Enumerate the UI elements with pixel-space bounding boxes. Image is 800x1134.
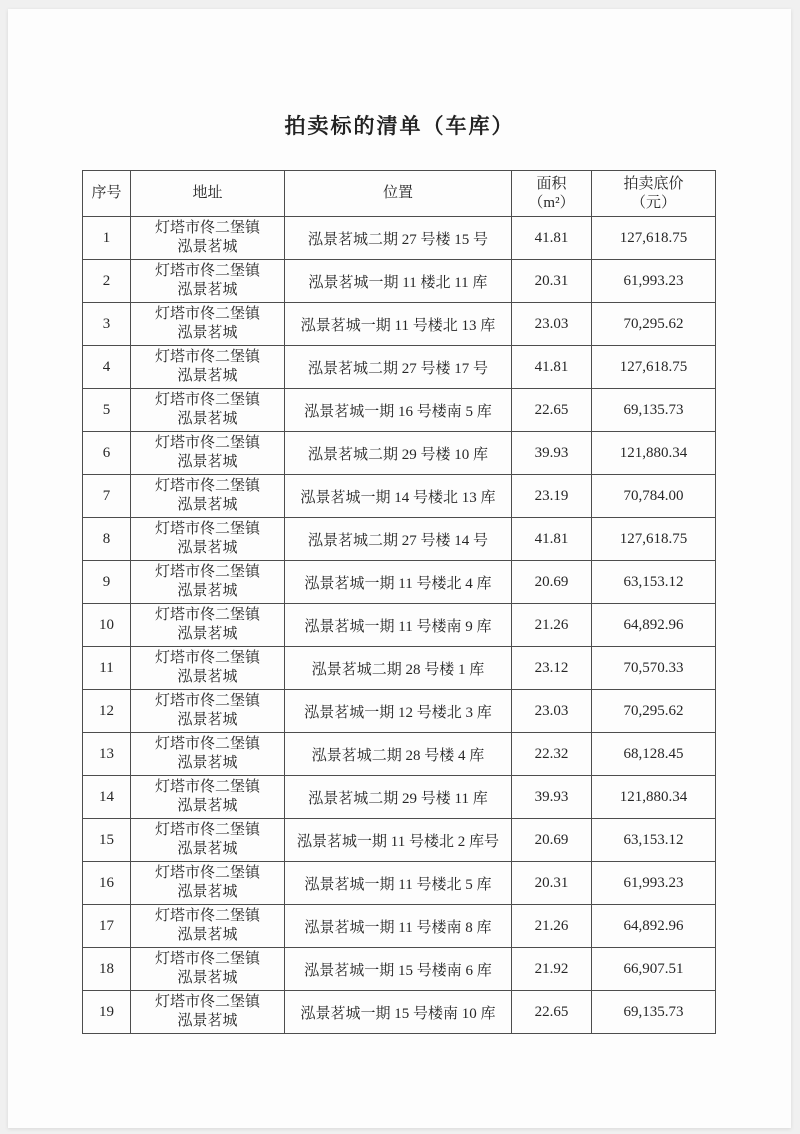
address-line-2: 泓景茗城: [177, 239, 238, 255]
row-number-cell: 14: [83, 776, 131, 819]
address-line-1: 灯塔市佟二堡镇: [154, 392, 260, 408]
area-cell: 20.69: [512, 819, 592, 862]
price-cell: 127,618.75: [592, 346, 716, 389]
row-number-cell: 16: [83, 862, 131, 905]
price-cell: 127,618.75: [592, 217, 716, 260]
table-row: [83, 991, 716, 1034]
price-cell: 64,892.96: [592, 604, 716, 647]
location-cell: 泓景茗城一期 11 楼北 11 库: [285, 260, 512, 303]
address-cell: [131, 475, 285, 518]
table-row: [83, 475, 716, 518]
address-cell: [131, 518, 285, 561]
price-cell: 64,892.96: [592, 905, 716, 948]
header-area: [512, 171, 592, 217]
address-cell: [131, 604, 285, 647]
address-line-1: 灯塔市佟二堡镇: [154, 564, 260, 580]
location-cell: 泓景茗城一期 15 号楼南 6 库: [285, 948, 512, 991]
location-cell: 泓景茗城一期 15 号楼南 10 库: [285, 991, 512, 1034]
table-row: [83, 819, 716, 862]
table-body: [83, 217, 716, 1034]
location-cell: 泓景茗城一期 11 号楼北 5 库: [285, 862, 512, 905]
location-cell: 泓景茗城二期 27 号楼 17 号: [285, 346, 512, 389]
address-cell: [131, 303, 285, 346]
price-cell: 63,153.12: [592, 819, 716, 862]
table-row: [83, 905, 716, 948]
row-number-cell: 19: [83, 991, 131, 1034]
address-cell: [131, 948, 285, 991]
row-number-cell: 9: [83, 561, 131, 604]
table-row: [83, 432, 716, 475]
address-cell: [131, 389, 285, 432]
address-line-2: 泓景茗城: [177, 497, 238, 513]
location-cell: 泓景茗城一期 11 号楼南 8 库: [285, 905, 512, 948]
address-line-1: 灯塔市佟二堡镇: [154, 736, 260, 752]
document-page: [8, 9, 791, 1128]
price-cell: 63,153.12: [592, 561, 716, 604]
address-line-1: 灯塔市佟二堡镇: [154, 435, 260, 451]
area-cell: 23.19: [512, 475, 592, 518]
header-row: [83, 171, 716, 217]
area-cell: 22.65: [512, 389, 592, 432]
header-price-label: 拍卖底价: [623, 175, 684, 192]
price-cell: 121,880.34: [592, 432, 716, 475]
address-line-2: 泓景茗城: [177, 970, 238, 986]
table-row: [83, 217, 716, 260]
address-line-2: 泓景茗城: [177, 325, 238, 341]
address-cell: [131, 733, 285, 776]
row-number-cell: 3: [83, 303, 131, 346]
area-cell: 39.93: [512, 776, 592, 819]
location-cell: 泓景茗城一期 11 号楼北 4 库: [285, 561, 512, 604]
row-number-cell: 15: [83, 819, 131, 862]
address-line-2: 泓景茗城: [177, 540, 238, 556]
location-cell: 泓景茗城二期 29 号楼 11 库: [285, 776, 512, 819]
address-line-1: 灯塔市佟二堡镇: [154, 908, 260, 924]
header-area-unit: （m²）: [528, 194, 575, 211]
price-cell: 70,570.33: [592, 647, 716, 690]
address-line-2: 泓景茗城: [177, 454, 238, 470]
location-cell: 泓景茗城二期 28 号楼 4 库: [285, 733, 512, 776]
address-line-2: 泓景茗城: [177, 927, 238, 943]
address-line-1: 灯塔市佟二堡镇: [154, 263, 260, 279]
address-cell: [131, 432, 285, 475]
address-cell: [131, 991, 285, 1034]
row-number-cell: 11: [83, 647, 131, 690]
address-line-2: 泓景茗城: [177, 755, 238, 771]
address-line-1: 灯塔市佟二堡镇: [154, 306, 260, 322]
price-cell: 70,295.62: [592, 303, 716, 346]
address-line-2: 泓景茗城: [177, 626, 238, 642]
row-number-cell: 10: [83, 604, 131, 647]
table-row: [83, 647, 716, 690]
area-cell: 41.81: [512, 518, 592, 561]
table-row: [83, 862, 716, 905]
address-cell: [131, 346, 285, 389]
address-line-1: 灯塔市佟二堡镇: [154, 779, 260, 795]
address-line-2: 泓景茗城: [177, 712, 238, 728]
address-line-2: 泓景茗城: [177, 583, 238, 599]
row-number-cell: 13: [83, 733, 131, 776]
price-cell: 70,784.00: [592, 475, 716, 518]
header-area-label: 面积: [536, 175, 567, 192]
location-cell: 泓景茗城二期 27 号楼 15 号: [285, 217, 512, 260]
address-cell: [131, 561, 285, 604]
table-row: [83, 604, 716, 647]
price-cell: 68,128.45: [592, 733, 716, 776]
location-cell: 泓景茗城二期 28 号楼 1 库: [285, 647, 512, 690]
price-cell: 69,135.73: [592, 389, 716, 432]
address-cell: [131, 690, 285, 733]
location-cell: 泓景茗城一期 12 号楼北 3 库: [285, 690, 512, 733]
address-line-1: 灯塔市佟二堡镇: [154, 607, 260, 623]
address-line-1: 灯塔市佟二堡镇: [154, 521, 260, 537]
location-cell: 泓景茗城一期 16 号楼南 5 库: [285, 389, 512, 432]
address-cell: [131, 862, 285, 905]
area-cell: 39.93: [512, 432, 592, 475]
header-price: [592, 171, 716, 217]
area-cell: 23.03: [512, 303, 592, 346]
area-cell: 41.81: [512, 217, 592, 260]
price-cell: 121,880.34: [592, 776, 716, 819]
table-row: [83, 346, 716, 389]
header-address: 地址: [131, 171, 285, 217]
location-cell: 泓景茗城二期 29 号楼 10 库: [285, 432, 512, 475]
table-row: [83, 733, 716, 776]
table-row: [83, 303, 716, 346]
price-cell: 61,993.23: [592, 862, 716, 905]
location-cell: 泓景茗城二期 27 号楼 14 号: [285, 518, 512, 561]
table-row: [83, 690, 716, 733]
address-line-1: 灯塔市佟二堡镇: [154, 650, 260, 666]
address-line-2: 泓景茗城: [177, 411, 238, 427]
address-line-2: 泓景茗城: [177, 798, 238, 814]
table-container: [82, 170, 717, 1034]
address-line-1: 灯塔市佟二堡镇: [154, 951, 260, 967]
location-cell: 泓景茗城一期 11 号楼北 13 库: [285, 303, 512, 346]
address-line-2: 泓景茗城: [177, 884, 238, 900]
header-no: 序号: [83, 171, 131, 217]
table-row: [83, 389, 716, 432]
price-cell: 70,295.62: [592, 690, 716, 733]
address-cell: [131, 819, 285, 862]
table-row: [83, 776, 716, 819]
area-cell: 22.32: [512, 733, 592, 776]
price-cell: 66,907.51: [592, 948, 716, 991]
address-cell: [131, 217, 285, 260]
address-line-2: 泓景茗城: [177, 282, 238, 298]
row-number-cell: 7: [83, 475, 131, 518]
location-cell: 泓景茗城一期 11 号楼北 2 库号: [285, 819, 512, 862]
address-cell: [131, 905, 285, 948]
row-number-cell: 8: [83, 518, 131, 561]
table-row: [83, 948, 716, 991]
row-number-cell: 18: [83, 948, 131, 991]
table-row: [83, 518, 716, 561]
row-number-cell: 12: [83, 690, 131, 733]
address-line-2: 泓景茗城: [177, 1013, 238, 1029]
table-row: [83, 260, 716, 303]
address-line-2: 泓景茗城: [177, 669, 238, 685]
address-line-2: 泓景茗城: [177, 368, 238, 384]
header-location: 位置: [285, 171, 512, 217]
address-line-1: 灯塔市佟二堡镇: [154, 693, 260, 709]
row-number-cell: 4: [83, 346, 131, 389]
area-cell: 20.69: [512, 561, 592, 604]
address-line-1: 灯塔市佟二堡镇: [154, 822, 260, 838]
address-line-2: 泓景茗城: [177, 841, 238, 857]
price-cell: 61,993.23: [592, 260, 716, 303]
area-cell: 23.03: [512, 690, 592, 733]
area-cell: 21.26: [512, 604, 592, 647]
area-cell: 21.26: [512, 905, 592, 948]
address-cell: [131, 260, 285, 303]
address-line-1: 灯塔市佟二堡镇: [154, 865, 260, 881]
address-line-1: 灯塔市佟二堡镇: [154, 478, 260, 494]
address-cell: [131, 776, 285, 819]
location-cell: 泓景茗城一期 11 号楼南 9 库: [285, 604, 512, 647]
row-number-cell: 5: [83, 389, 131, 432]
address-cell: [131, 647, 285, 690]
page-title: 拍卖标的清单（车库）: [284, 115, 515, 138]
area-cell: 22.65: [512, 991, 592, 1034]
address-line-1: 灯塔市佟二堡镇: [154, 994, 260, 1010]
address-line-1: 灯塔市佟二堡镇: [154, 349, 260, 365]
row-number-cell: 6: [83, 432, 131, 475]
area-cell: 23.12: [512, 647, 592, 690]
area-cell: 20.31: [512, 862, 592, 905]
row-number-cell: 17: [83, 905, 131, 948]
auction-table: [82, 170, 716, 1034]
price-cell: 69,135.73: [592, 991, 716, 1034]
row-number-cell: 1: [83, 217, 131, 260]
row-number-cell: 2: [83, 260, 131, 303]
table-row: [83, 561, 716, 604]
header-price-unit: （元）: [630, 194, 676, 211]
location-cell: 泓景茗城一期 14 号楼北 13 库: [285, 475, 512, 518]
area-cell: 21.92: [512, 948, 592, 991]
address-line-1: 灯塔市佟二堡镇: [154, 220, 260, 236]
area-cell: 41.81: [512, 346, 592, 389]
price-cell: 127,618.75: [592, 518, 716, 561]
area-cell: 20.31: [512, 260, 592, 303]
